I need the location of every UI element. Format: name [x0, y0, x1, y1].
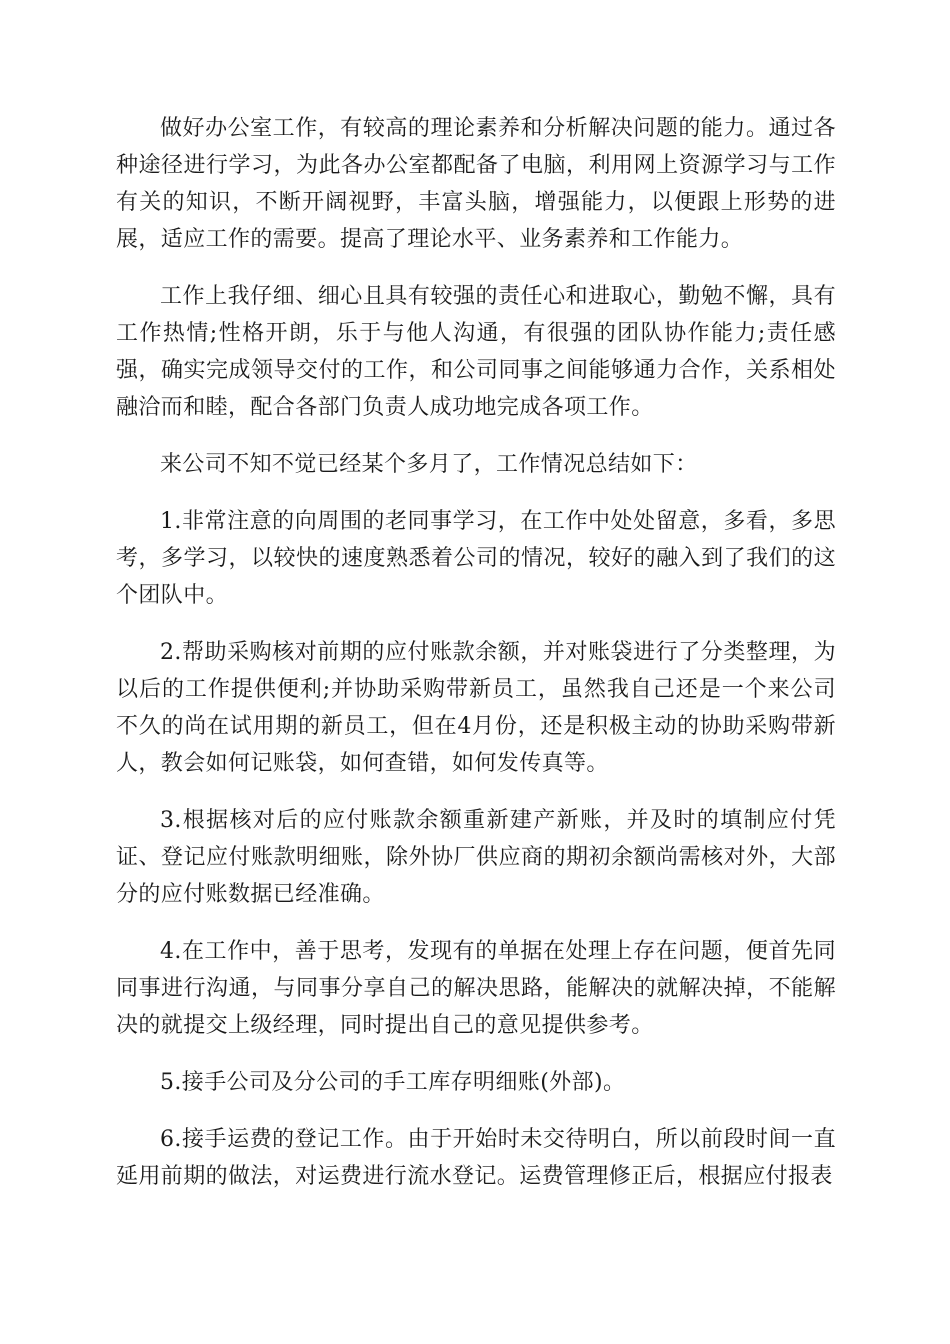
- list-item-1: 1.非常注意的向周围的老同事学习，在工作中处处留意，多看，多思考，多学习，以较快的速度熟悉着公司的情况，较好的融入到了我们的这个团队中。: [116, 509, 836, 608]
- list-item-4: 4.在工作中，善于思考，发现有的单据在处理上存在问题，便首先同同事进行沟通，与同事分享自己的解决思路，能解决的就解决掉，不能解决的就提交上级经理，同时提出自己的意见提供参考。: [116, 939, 836, 1038]
- paragraph-self-study: 做好办公室工作，有较高的理论素养和分析解决问题的能力。通过各种途径进行学习，为此各办公室都配备了电脑，利用网上资源学习与工作有关的知识，不断开阔视野，丰富头脑，增强能力，以便跟上形势的进展，适应工作的需要。提高了理论水平、业务素养和工作能力。: [116, 116, 836, 252]
- paragraph-summary-intro: 来公司不知不觉已经某个多月了，工作情况总结如下：: [160, 452, 698, 477]
- paragraph-work-attitude: 工作上我仔细、细心且具有较强的责任心和进取心，勤勉不懈，具有工作热情;性格开朗，乐于与他人沟通，有很强的团队协作能力;责任感强，确实完成领导交付的工作，和公司同事之间能够通力合作，关系相处融洽而和睦，配合各部门负责人成功地完成各项工作。: [116, 284, 836, 420]
- list-item-5: 5.接手公司及分公司的手工库存明细账(外部)。: [160, 1070, 626, 1095]
- list-item-2: 2.帮助采购核对前期的应付账款余额，并对账袋进行了分类整理，为以后的工作提供便利;并协助采购带新员工，虽然我自己还是一个来公司不久的尚在试用期的新员工，但在4月份，还是积极主动的协助采购带新人，教会如何记账袋，如何查错，如何发传真等。: [116, 640, 836, 776]
- list-item-6: 6.接手运费的登记工作。由于开始时未交待明白，所以前段时间一直延用前期的做法，对运费进行流水登记。运费管理修正后，根据应付报表: [116, 1127, 836, 1189]
- list-item-3: 3.根据核对后的应付账款余额重新建产新账，并及时的填制应付凭证、登记应付账款明细账，除外协厂供应商的期初余额尚需核对外，大部分的应付账数据已经准确。: [116, 808, 836, 907]
- document-body: [116, 110, 836, 1215]
